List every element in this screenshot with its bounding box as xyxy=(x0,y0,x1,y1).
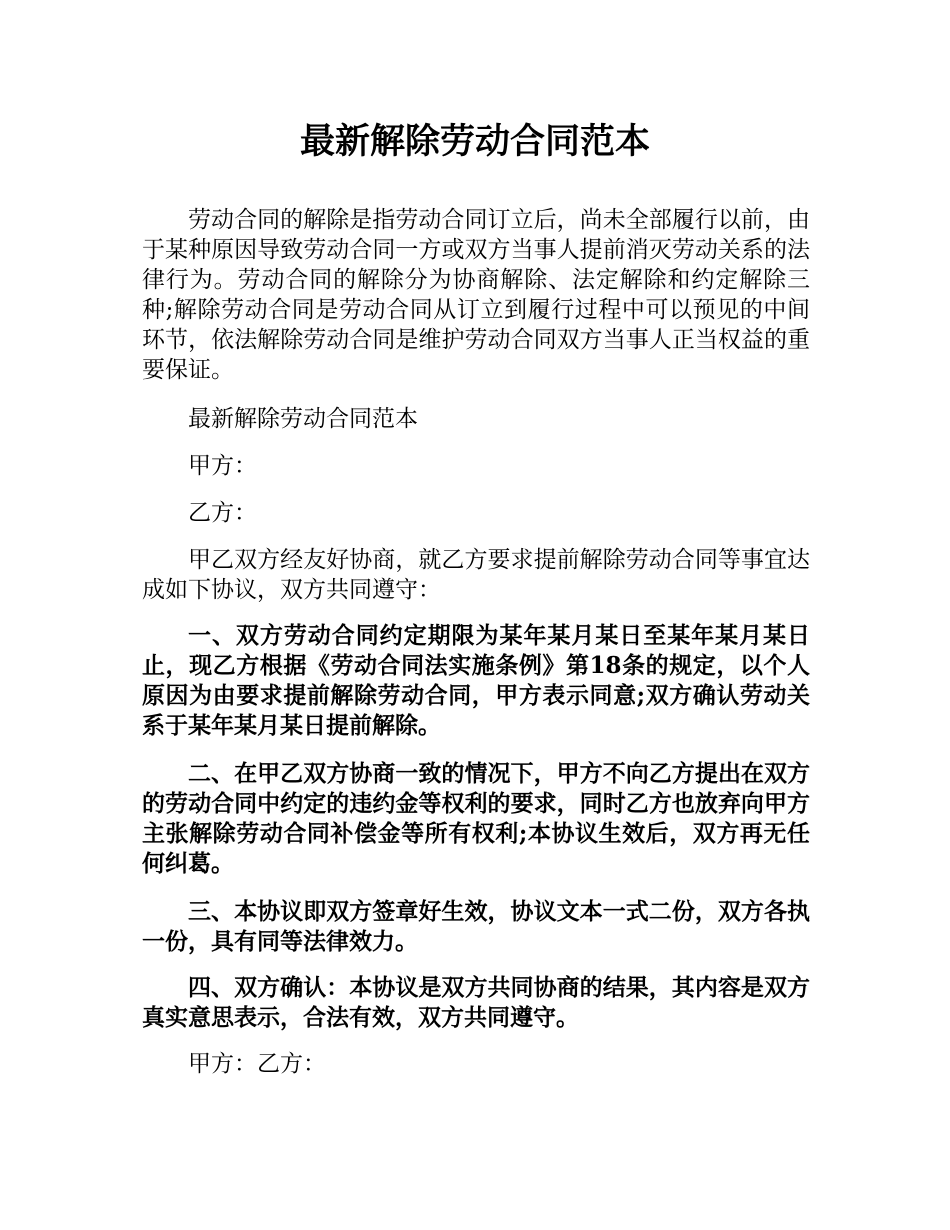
document-title: 最新解除劳动合同范本 xyxy=(299,122,650,162)
clause-2: 二、在甲乙双方协商一致的情况下，甲方不向乙方提出在双方的劳动合同中约定的违约金等权利的要求，同时乙方也放弃向甲方主张解除劳动合同补偿金等所有权利;本协议生效后，双方再无任何纠葛。 xyxy=(142,760,810,877)
clause-1: 一、双方劳动合同约定期限为某年某月某日至某年某月某日止，现乙方根据《劳动合同法实施条例》第18条的规定，以个人原因为由要求提前解除劳动合同，甲方表示同意;双方确认劳动关系于某年某月某日提前解除。 xyxy=(142,622,810,739)
clause-4: 四、双方确认：本协议是双方共同协商的结果，其内容是双方真实意思表示，合法有效，双方共同遵守。 xyxy=(142,974,810,1031)
party-a-label: 甲方： xyxy=(188,453,257,479)
signature-line: 甲方：乙方： xyxy=(188,1051,326,1077)
subtitle-paragraph: 最新解除劳动合同范本 xyxy=(188,406,418,432)
intro-paragraph: 劳动合同的解除是指劳动合同订立后，尚未全部履行以前，由于某种原因导致劳动合同一方或双方当事人提前消灭劳动关系的法律行为。劳动合同的解除分为协商解除、法定解除和约定解除三种;解除劳动合同是劳动合同从订立到履行过程中可以预见的中间环节，依法解除劳动合同是维护劳动合同双方当事人正当权益的重要保证。 xyxy=(142,207,810,383)
party-b-label: 乙方： xyxy=(188,500,257,526)
clause-3: 三、本协议即双方签章好生效，协议文本一式二份，双方各执一份，具有同等法律效力。 xyxy=(142,898,810,955)
agreement-paragraph: 甲乙双方经友好协商，就乙方要求提前解除劳动合同等事宜达成如下协议，双方共同遵守： xyxy=(142,547,810,603)
